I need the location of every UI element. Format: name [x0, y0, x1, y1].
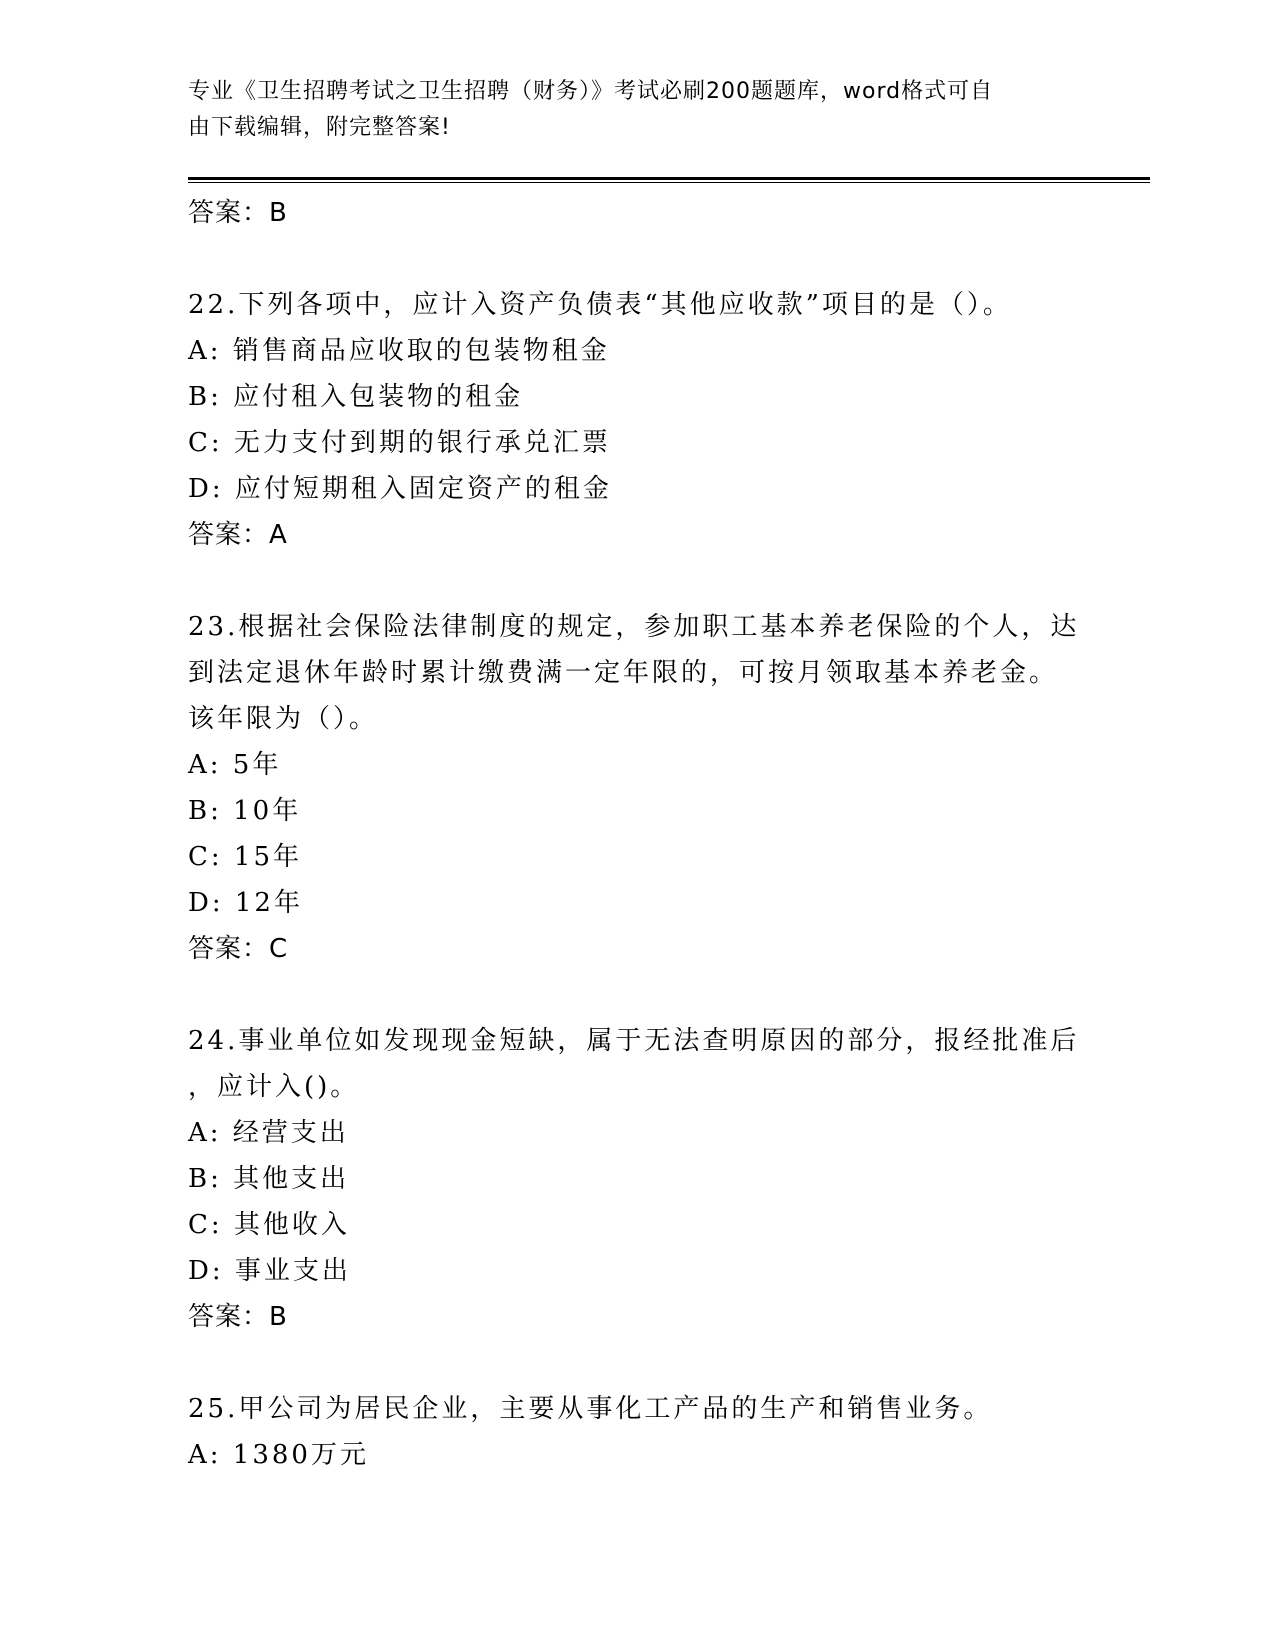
question-text	[188, 1386, 1088, 1432]
option-c: C: 无力支付到期的银行承兑汇票	[188, 428, 611, 458]
document-header	[188, 74, 1068, 146]
option-d: D: 应付短期租入固定资产的租金	[188, 474, 612, 504]
header-line-1: 专业《卫生招聘考试之卫生招聘（财务）》考试必刷200题题库，word格式可自	[188, 79, 994, 104]
answer-line: 答案：B	[188, 198, 288, 228]
option-b: B: 其他支出	[188, 1164, 350, 1194]
option-a: A: 1380万元	[188, 1440, 369, 1470]
option-a: A: 销售商品应收取的包装物租金	[188, 336, 610, 366]
question-line: 25.甲公司为居民企业，主要从事化工产品的生产和销售业务。	[188, 1394, 993, 1424]
answer-line: 答案：A	[188, 520, 288, 550]
question-block	[188, 1018, 1088, 1340]
option-b: B: 10年	[188, 796, 302, 826]
question-text	[188, 604, 1088, 742]
question-text	[188, 1018, 1088, 1110]
question-text	[188, 282, 1088, 328]
option-a: A: 5年	[188, 750, 282, 780]
question-line: ，应计入()。	[188, 1072, 360, 1102]
answer-line: 答案：B	[188, 1302, 288, 1332]
header-rule-thin	[188, 182, 1150, 183]
question-block	[188, 282, 1088, 558]
option-d: D: 12年	[188, 888, 303, 918]
question-block	[188, 1386, 1088, 1478]
question-block	[188, 604, 1088, 972]
question-line: 23.根据社会保险法律制度的规定，参加职工基本养老保险的个人，达	[188, 612, 1080, 642]
question-line: 22.下列各项中，应计入资产负债表“其他应收款”项目的是（）。	[188, 290, 1012, 320]
option-b: B: 应付租入包装物的租金	[188, 382, 524, 412]
question-line: 24.事业单位如发现现金短缺，属于无法查明原因的部分，报经批准后	[188, 1026, 1080, 1056]
header-rule-thick	[188, 177, 1150, 180]
option-a: A: 经营支出	[188, 1118, 349, 1148]
question-line: 该年限为（）。	[188, 704, 379, 734]
option-c: C: 15年	[188, 842, 303, 872]
question-list	[188, 190, 1088, 1478]
answer-line: 答案：C	[188, 934, 289, 964]
option-c: C: 其他收入	[188, 1210, 350, 1240]
header-line-2: 由下载编辑，附完整答案!	[188, 115, 451, 140]
option-d: D: 事业支出	[188, 1256, 351, 1286]
question-line: 到法定退休年龄时累计缴费满一定年限的，可按月领取基本养老金。	[188, 658, 1059, 688]
